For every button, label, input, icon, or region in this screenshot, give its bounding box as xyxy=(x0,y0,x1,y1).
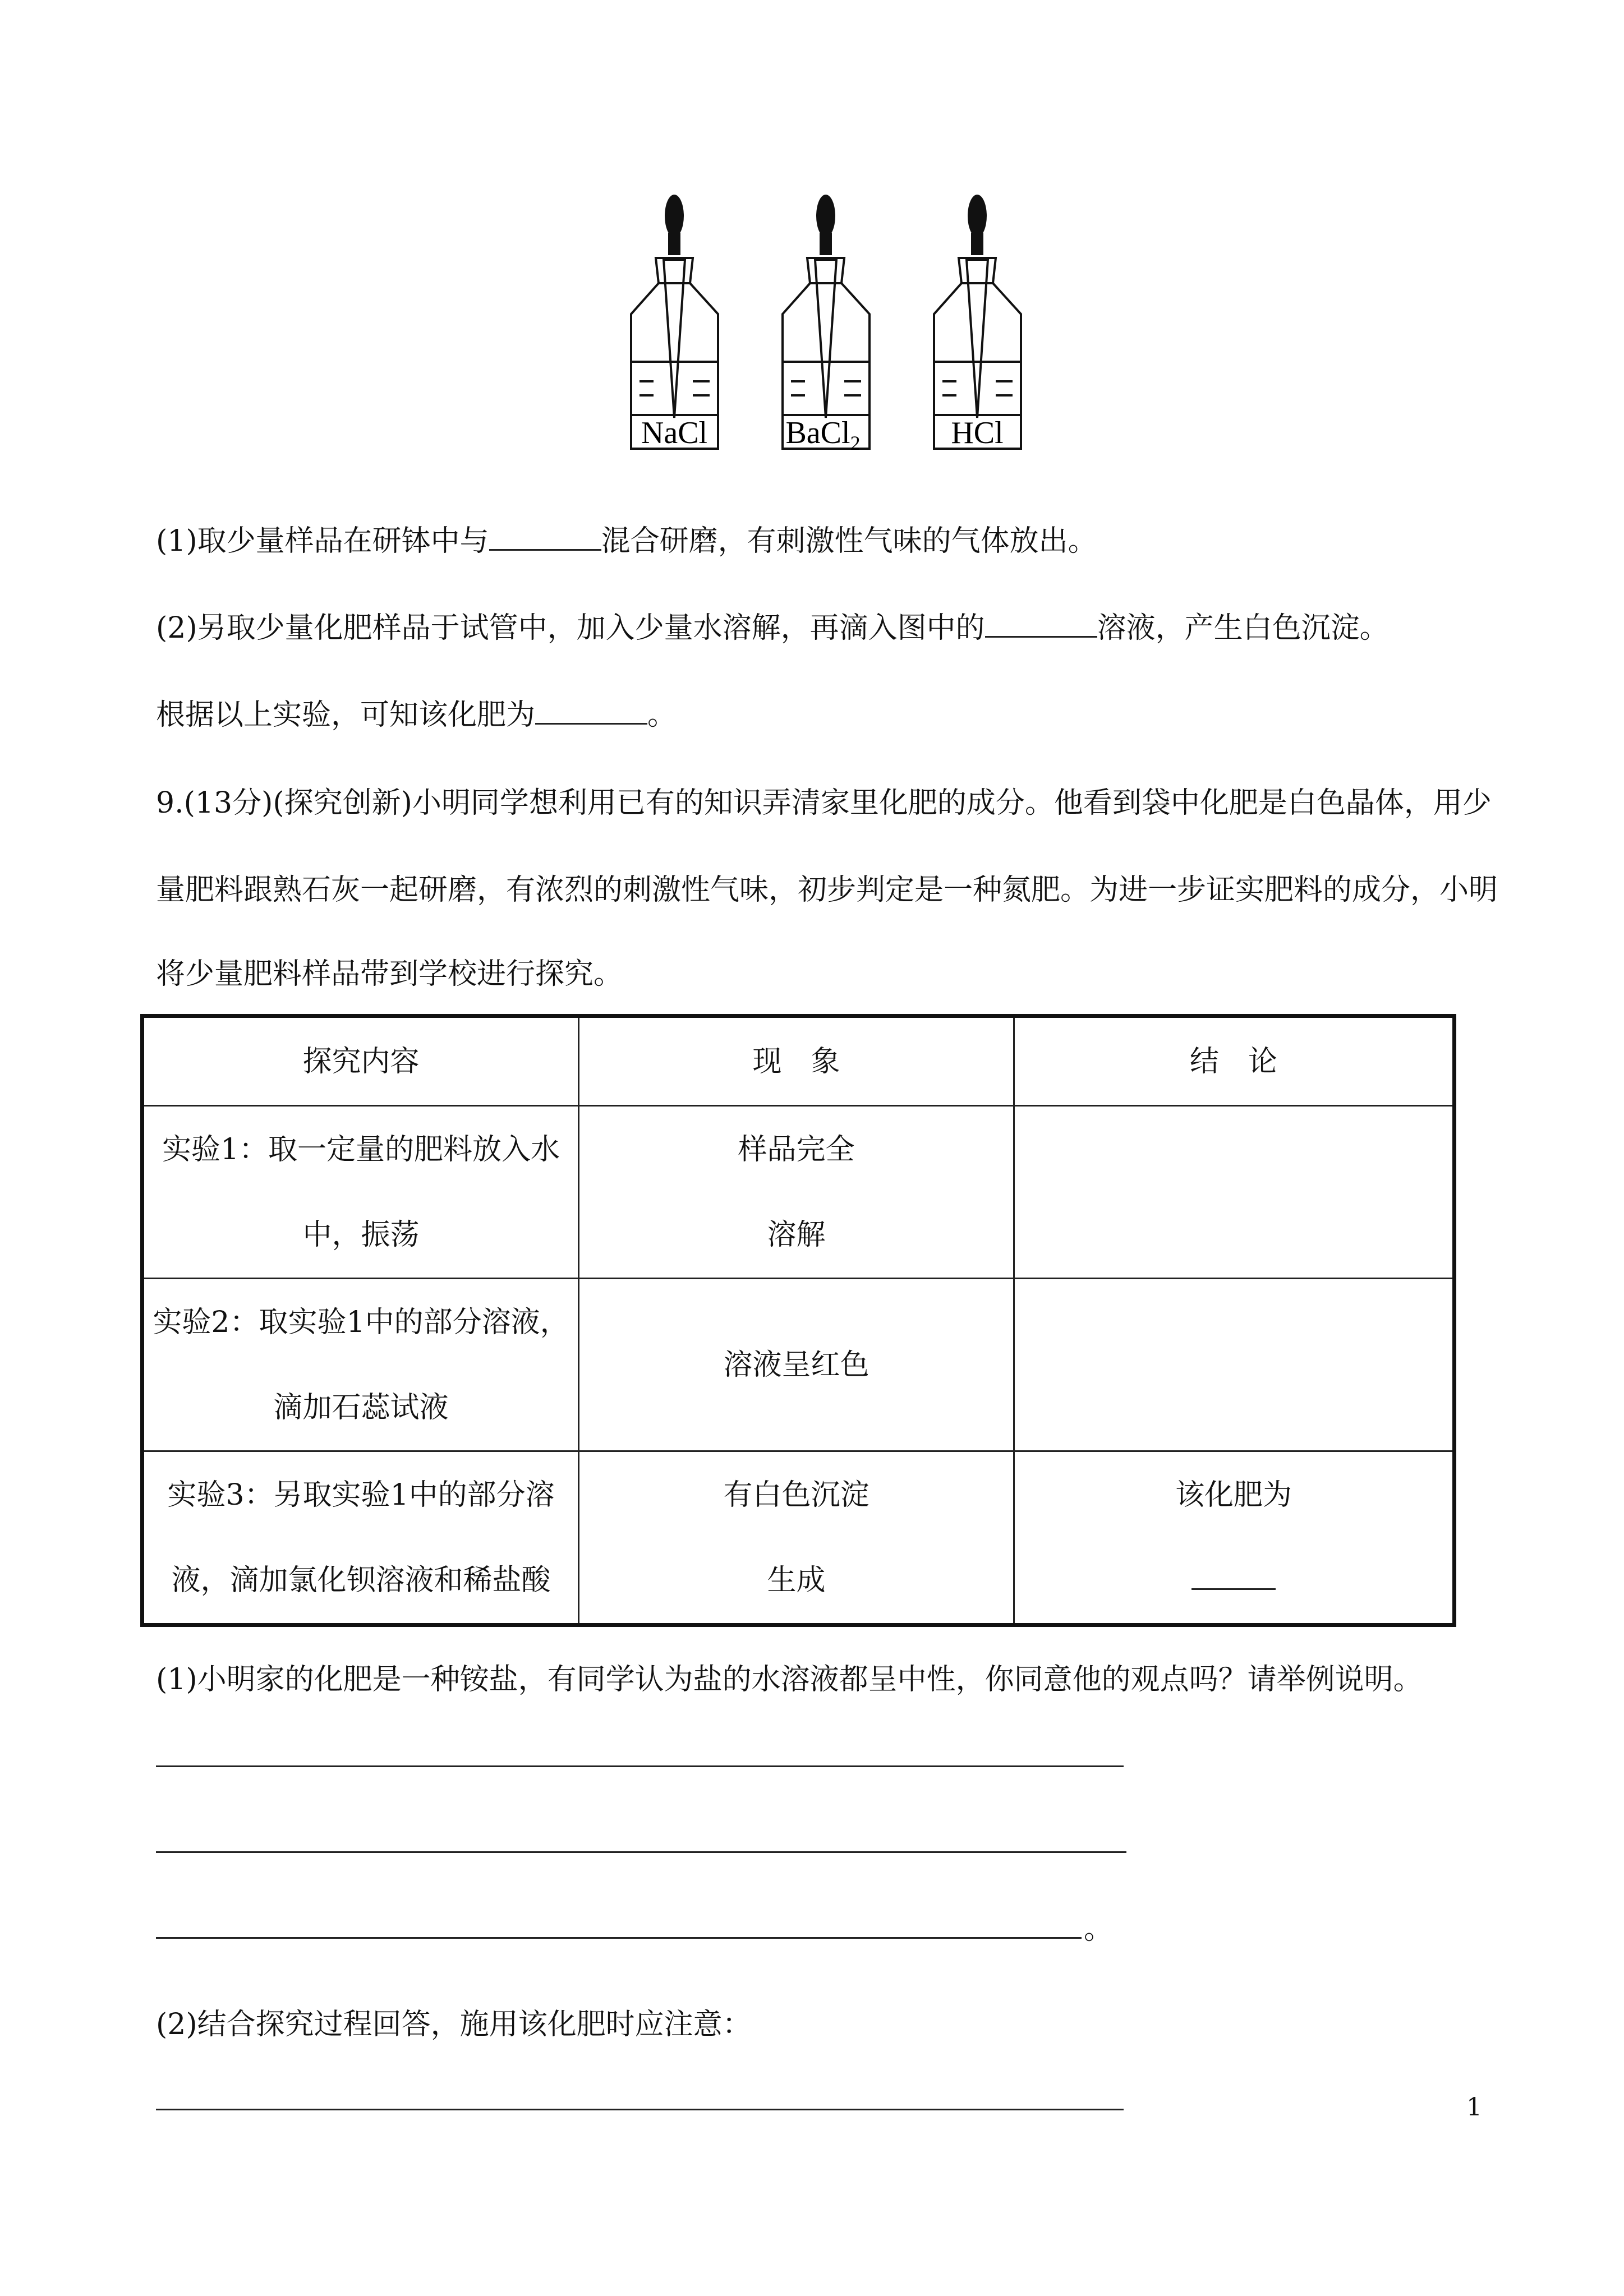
table-cell-phenomenon xyxy=(579,1279,1014,1451)
svg-text:BaCl2 xyxy=(785,416,860,454)
table-row xyxy=(142,1106,1455,1279)
table-header-cell: 结 论 xyxy=(1014,1016,1455,1106)
cell-line: 液，滴加氯化钡溶液和稀盐酸 xyxy=(171,1563,551,1597)
table-header-cell: 现 象 xyxy=(579,1016,1014,1106)
q8-conclusion-text: 根据以上实验，可知该化肥为 xyxy=(156,698,536,732)
cell-line: 实验2：取实验1中的部分溶液， xyxy=(153,1305,569,1339)
q9-sub2: (2)结合探究过程回答，施用该化肥时应注意： xyxy=(156,2008,752,2041)
q8-conclusion xyxy=(156,698,677,732)
bottle-label-hcl: HCl xyxy=(951,416,1004,450)
cell-line: 实验3：另取实验1中的部分溶 xyxy=(167,1478,555,1512)
experiment-table xyxy=(140,1014,1456,1627)
table-row xyxy=(142,1279,1455,1451)
dropper-bottle-hcl xyxy=(934,195,1021,450)
table-cell-phenomenon xyxy=(579,1451,1014,1625)
table-cell-conclusion[interactable] xyxy=(1014,1279,1455,1451)
q8-conclusion-blank[interactable] xyxy=(535,700,647,725)
table-cell-content xyxy=(142,1279,579,1451)
q9-intro-line1: 9.(13分)(探究创新)小明同学想利用已有的知识弄清家里化肥的成分。他看到袋中化肥是白色晶体，用少 xyxy=(156,786,1492,820)
q8-part1-text: (1)取少量样品在研钵中与 xyxy=(156,524,489,558)
answer-line[interactable] xyxy=(156,2109,1124,2110)
table-cell-content xyxy=(142,1106,579,1279)
answer-line[interactable] xyxy=(156,1937,1082,1939)
answer-line-end: 。 xyxy=(1084,1912,1114,1946)
bottle-label-bacl2: BaCl xyxy=(785,416,850,450)
q8-part2-text-end: 溶液，产生白色沉淀。 xyxy=(1097,611,1389,645)
table-cell-conclusion[interactable] xyxy=(1014,1106,1455,1279)
cell-line: 溶液呈红色 xyxy=(723,1348,869,1382)
q8-part1-blank[interactable] xyxy=(489,527,601,551)
cell-line: 中，振荡 xyxy=(302,1218,420,1252)
bottle-label-nacl: NaCl xyxy=(641,416,708,450)
conclusion-blank[interactable] xyxy=(1191,1566,1276,1590)
table-cell-phenomenon xyxy=(579,1106,1014,1279)
answer-line[interactable] xyxy=(156,1851,1126,1853)
table-header-row xyxy=(142,1016,1455,1106)
q9-intro-line3: 将少量肥料样品带到学校进行探究。 xyxy=(156,957,623,991)
bottle-label-bacl2-subscript: 2 xyxy=(850,432,861,454)
table-row xyxy=(142,1451,1455,1625)
cell-line: 有白色沉淀 xyxy=(723,1478,869,1512)
q8-part1 xyxy=(156,524,1097,558)
cell-line: 生成 xyxy=(767,1563,826,1597)
q9-sub1: (1)小明家的化肥是一种铵盐，有同学认为盐的水溶液都呈中性，你同意他的观点吗？请举例说明。 xyxy=(156,1663,1423,1696)
dropper-bottle-nacl xyxy=(631,195,718,450)
table-cell-content xyxy=(142,1451,579,1625)
cell-line: 样品完全 xyxy=(738,1132,855,1167)
q8-part1-text-end: 混合研磨，有刺激性气味的气体放出。 xyxy=(601,524,1097,558)
table-cell-conclusion xyxy=(1014,1451,1455,1625)
cell-line: 该化肥为 xyxy=(1175,1478,1292,1512)
dropper-bottles-figure xyxy=(609,193,1046,457)
q8-part2-blank[interactable] xyxy=(985,614,1097,638)
table-header-cell: 探究内容 xyxy=(142,1016,579,1106)
q8-part2 xyxy=(156,611,1389,645)
cell-line[interactable] xyxy=(1020,1538,1447,1623)
q8-part2-text: (2)另取少量化肥样品于试管中，加入少量水溶解，再滴入图中的 xyxy=(156,611,985,645)
q9-intro-line2: 量肥料跟熟石灰一起研磨，有浓烈的刺激性气味，初步判定是一种氮肥。为进一步证实肥料的成分，小明 xyxy=(156,873,1498,907)
cell-line: 实验1：取一定量的肥料放入水 xyxy=(162,1132,560,1167)
dropper-bottle-bacl2 xyxy=(783,195,869,454)
cell-line: 滴加石蕊试液 xyxy=(273,1390,449,1424)
answer-line[interactable] xyxy=(156,1765,1124,1767)
page-number: 1 xyxy=(1466,2093,1482,2122)
q8-conclusion-end: 。 xyxy=(647,698,677,732)
cell-line: 溶解 xyxy=(767,1218,826,1252)
